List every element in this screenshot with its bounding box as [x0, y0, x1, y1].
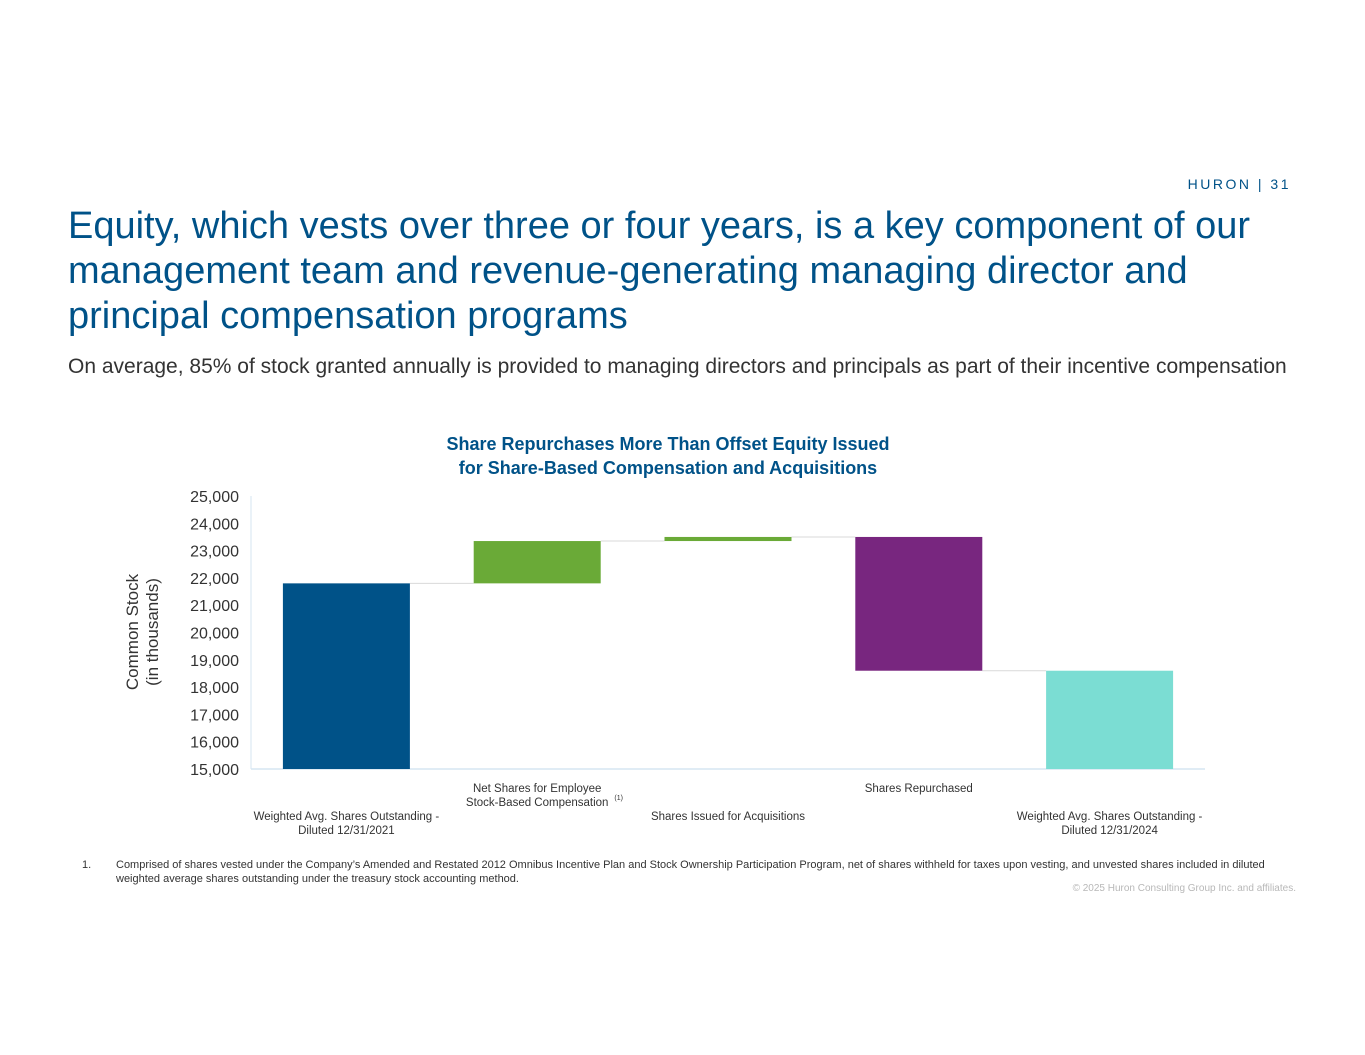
x-category-label: Diluted 12/31/2024 [1061, 825, 1158, 837]
copyright-notice: © 2025 Huron Consulting Group Inc. and affiliates. [1072, 883, 1296, 894]
chart-title-line: Share Repurchases More Than Offset Equity Issued [446, 434, 890, 454]
y-tick-label: 22,000 [190, 570, 239, 588]
x-category-label: Stock-Based Compensation [465, 797, 609, 809]
x-category-label: Shares Repurchased [864, 783, 973, 795]
bar-total [1046, 671, 1173, 769]
bar-decrease [855, 537, 982, 671]
y-axis-title-line: Common Stock [123, 573, 142, 691]
y-tick-label: 24,000 [190, 516, 239, 534]
x-category-label: Net Shares for Employee [472, 783, 602, 795]
footnote-number: 1. [82, 859, 92, 871]
y-tick-label: 23,000 [190, 543, 239, 561]
page-title: Equity, which vests over three or four years, is a key component of our management team and revenue-generating managing director and principal compensation programs [68, 205, 1251, 337]
footnote-marker: (1) [614, 795, 623, 802]
y-tick-label: 18,000 [190, 680, 239, 698]
page-subtitle: On average, 85% of stock granted annually is provided to managing directors and principals as part of their incentive compensation [68, 355, 1287, 378]
bar-total [283, 583, 410, 769]
x-category-label: Diluted 12/31/2021 [298, 825, 395, 837]
y-axis-title-line: (in thousands) [143, 578, 162, 686]
x-category-label: Weighted Avg. Shares Outstanding - [1016, 811, 1203, 823]
bar-increase [665, 537, 792, 541]
y-tick-label: 17,000 [190, 707, 239, 725]
chart-title-line: for Share-Based Compensation and Acquisitions [458, 458, 878, 478]
y-tick-label: 19,000 [190, 652, 239, 670]
y-axis-title [123, 573, 162, 690]
x-category-label: Weighted Avg. Shares Outstanding - [253, 811, 440, 823]
y-tick-label: 20,000 [190, 625, 239, 643]
y-tick-label: 16,000 [190, 734, 239, 752]
y-tick-label: 15,000 [190, 762, 239, 779]
y-tick-label: 21,000 [190, 598, 239, 616]
y-tick-label: 25,000 [190, 489, 239, 506]
x-category-label: Shares Issued for Acquisitions [650, 811, 806, 823]
page-number: HURON | 31 [1187, 176, 1291, 192]
bar-increase [474, 541, 601, 583]
footnote-text: Comprised of shares vested under the Company’s Amended and Restated 2012 Omnibus Incentive Plan and Stock Ownership Participation Program, net of shares withheld for taxes upon vesting, and unvested shares included in diluted weighted average shares outstanding under the treasury stock accounting method. [116, 859, 1265, 885]
